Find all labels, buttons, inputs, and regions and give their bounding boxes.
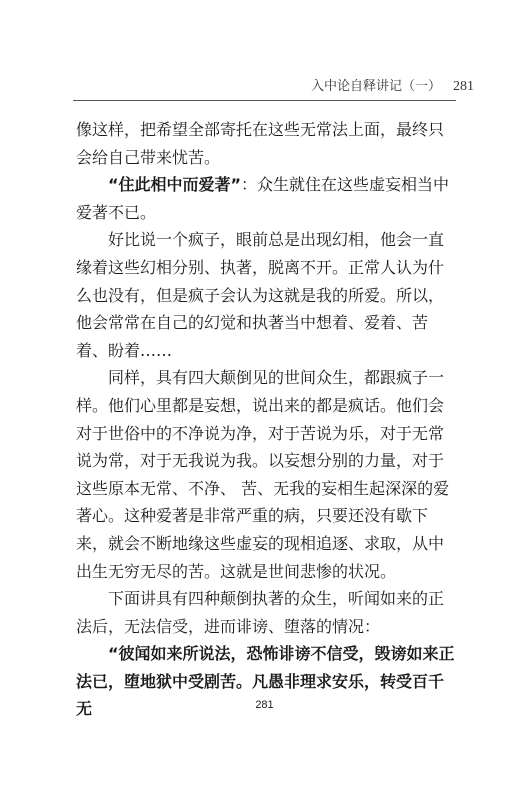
footer-page-number: 281: [255, 699, 274, 711]
header-page-number: 281: [453, 79, 474, 94]
header-rule: [73, 100, 456, 101]
paragraph: [76, 226, 458, 364]
running-header: [311, 75, 474, 95]
book-title: 入中论自释讲记（一）: [310, 79, 441, 94]
verse-quote: “彼闻如来所说法，恐怖诽谤不信受，毁谤如来正法已，堕地狱中受剧苦。凡愚非理求安乐，转受百千无: [76, 644, 455, 719]
verse-quote: “住此相中而爱著”: [108, 175, 242, 195]
paragraph-text: 像这样，把希望全部寄托在这些无常法上面，最终只会给自己带来忧苦。: [76, 120, 445, 167]
paragraph-text: ：众生就住在这些虚妄相当中爱著不已。: [76, 175, 450, 222]
paragraph: [76, 364, 458, 585]
paragraph: [76, 171, 458, 226]
paragraph-text: 下面讲具有四种颠倒执著的众生，听闻如来的正法后，无法信受，进而诽谤、堕落的情况：: [76, 589, 445, 636]
paragraph-text: 同样，具有四大颠倒见的世间众生，都跟疯子一样。他们心里都是妄想，说出来的都是疯话。他们会对于世俗中的不净说为净，对于苦说为乐，对于无常说为常，对于无我说为我。以妄想分别的力量，对于这些原本无常、不净、 苦、无我的妄相生起深深的爱著心。这种爱著是非常严重的病，只要还没有歇下来，就会不断地缘这些虚妄的现相追逐、求取，从中出生无穷无尽的苦。这就是世间悲惨的状况。: [76, 368, 450, 581]
paragraph: [76, 116, 458, 171]
paragraph-text: 好比说一个疯子，眼前总是出现幻相，他会一直缘着这些幻相分别、执著，脱离不开。正常人认为什么也没有，但是疯子会认为这就是我的所爱。所以，他会常常在自己的幻觉和执著当中想着、爱着、苦着、盼着……: [76, 230, 445, 360]
paragraph: [76, 585, 458, 640]
page-body: [76, 116, 458, 723]
